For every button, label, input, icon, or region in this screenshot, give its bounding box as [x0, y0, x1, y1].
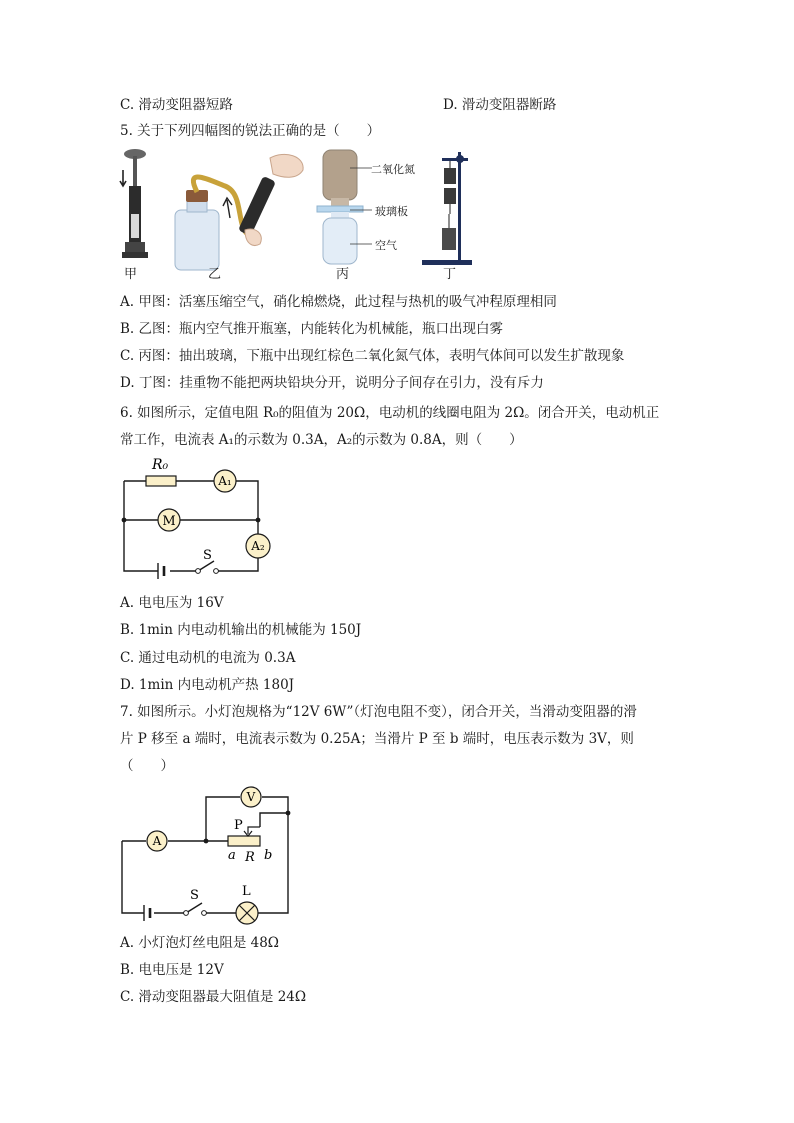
q6-circuit	[118, 455, 278, 585]
q7-p-label: P	[234, 818, 243, 833]
q6-m-label: M	[162, 514, 176, 529]
q5-figure-yi	[165, 148, 315, 273]
q7-option-a: A. 小灯泡灯丝电阻是 48Ω	[120, 935, 279, 951]
q4-option-d: D. 滑动变阻器断路	[443, 97, 557, 113]
q4-option-c: C. 滑动变阻器短路	[120, 97, 233, 113]
q6-option-b: B. 1min 内电动机输出的机械能为 150J	[120, 622, 362, 638]
q5-label-bing: 丙	[336, 267, 350, 282]
q6-option-a: A. 电电压为 16V	[120, 595, 224, 611]
q5-figure-ding	[420, 148, 480, 268]
q5-label-yi: 乙	[208, 267, 222, 282]
q6-a1-label: A₁	[218, 474, 232, 488]
q5-label-ding: 丁	[443, 267, 457, 282]
q7-rb-label: b	[264, 848, 273, 863]
q5-figure-jia	[115, 148, 155, 284]
q6-option-d: D. 1min 内电动机产热 180J	[120, 677, 295, 693]
q5-option-d: D. 丁图：挂重物不能把两块铅块分开，说明分子间存在引力，没有斥力	[120, 375, 544, 391]
q6-option-c: C. 通过电动机的电流为 0.3A	[120, 650, 296, 666]
q5-option-a: A. 甲图：活塞压缩空气，硝化棉燃烧，此过程与热机的吸气冲程原理相同	[120, 294, 557, 310]
q5-label-glass: 玻璃板	[375, 205, 408, 218]
q7-r-label: R	[245, 850, 255, 865]
q7-option-b: B. 电电压是 12V	[120, 962, 224, 978]
q6-a2-label: A₂	[251, 539, 265, 553]
q5-option-b: B. 乙图：瓶内空气推开瓶塞，内能转化为机械能，瓶口出现白雾	[120, 321, 504, 337]
q7-circuit	[118, 783, 298, 923]
q7-stem-line1: 7. 如图所示。小灯泡规格为“12V 6W”（灯泡电阻不变），闭合开关，当滑动变阻器的滑	[120, 704, 637, 720]
q6-s-label: S	[203, 548, 212, 563]
q7-stem-line3: （ ）	[120, 758, 174, 774]
q5-label-no2: 二氧化氮	[371, 163, 415, 176]
q6-stem-line1: 6. 如图所示，定值电阻 R₀的阻值为 20Ω，电动机的线圈电阻为 2Ω。闭合开关，电动机正	[120, 405, 660, 421]
q5-option-c: C. 丙图：抽出玻璃，下瓶中出现红棕色二氧化氮气体，表明气体间可以发生扩散现象	[120, 348, 625, 364]
q7-ra-label: a	[228, 848, 236, 863]
q7-v-label: V	[246, 790, 256, 804]
q5-label-air: 空气	[375, 239, 397, 252]
q7-option-c: C. 滑动变阻器最大阻值是 24Ω	[120, 989, 307, 1005]
q7-a-label: A	[152, 834, 162, 848]
q6-r0-label: R₀	[152, 457, 169, 473]
q7-l-label: L	[242, 884, 251, 899]
q6-stem-line2: 常工作，电流表 A₁的示数为 0.3A，A₂的示数为 0.8A，则（ ）	[120, 432, 523, 448]
q7-stem-line2: 片 P 移至 a 端时，电流表示数为 0.25A；当滑片 P 至 b 端时，电压表示数为 3V，则	[120, 731, 634, 747]
q5-label-jia: 甲	[124, 267, 138, 282]
q7-s-label: S	[190, 888, 199, 903]
q5-stem: 5. 关于下列四幅图的锐法正确的是（ ）	[120, 123, 381, 139]
